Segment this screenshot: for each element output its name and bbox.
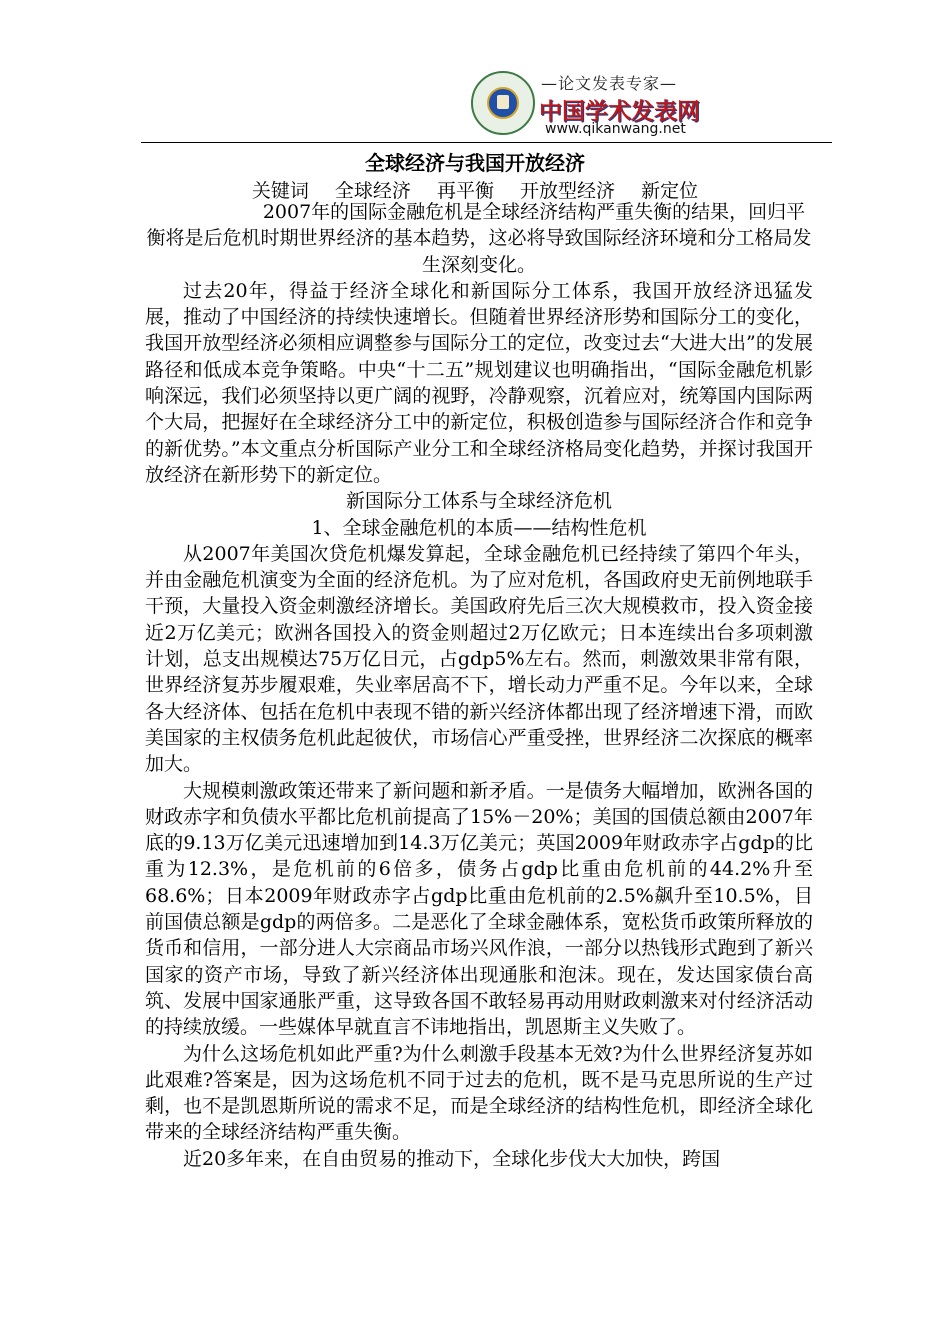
keyword: 开放型经济 — [520, 180, 616, 202]
paragraph-abstract: 2007年的国际金融危机是全球经济结构严重失衡的结果，回归平衡将是后危机时期世界经济的基本趋势，这必将导致国际经济环境和分工格局发生深刻变化。 — [146, 201, 812, 276]
document-body — [145, 199, 813, 1172]
paragraph: 过去20年，得益于经济全球化和新国际分工体系，我国开放经济迅猛发展，推动了中国经济的持续快速增长。但随着世界经济形势和国际分工的变化，我国开放型经济必须相应调整参与国际分工的定位，改变过去“大进大出”的发展路径和低成本竞争策略。中央“十二五”规划建议也明确指出，“国际金融危机影响深远，我们必须坚持以更广阔的视野，冷静观察，沉着应对，统筹国内国际两个大局，把握好在全球经济分工中的新定位，积极创造参与国际经济合作和竞争的新优势。”本文重点分析国际产业分工和全球经济格局变化趋势，并探讨我国开放经济在新形势下的新定位。 — [145, 279, 813, 486]
logo-url: www.qikanwang.net — [545, 121, 686, 137]
site-logo[interactable] — [469, 69, 699, 140]
logo-tagline: —论文发表专家— — [541, 74, 678, 93]
paragraph: 为什么这场危机如此严重?为什么刺激手段基本无效?为什么世界经济复苏如此艰难?答案是，因为这场危机不同于过去的危机，既不是马克思所说的生产过剩，也不是凯恩斯所说的需求不足，而是全球经济的结构性危机，即经济全球化带来的全球经济结构严重失衡。 — [145, 1042, 813, 1144]
document-title: 全球经济与我国开放经济 — [365, 151, 585, 175]
header-divider — [141, 142, 832, 143]
keyword: 全球经济 — [334, 180, 411, 202]
subsection-heading: 1、全球金融危机的本质——结构性危机 — [311, 516, 647, 539]
keywords-label: 关键词 — [251, 180, 309, 202]
logo-brand: 中国学术发表网 — [539, 99, 700, 125]
seal-emblem-icon — [471, 71, 535, 135]
paragraph: 从2007年美国次贷危机爆发算起，全球金融危机已经持续了第四个年头，并由金融危机演变为全面的经济危机。为了应对危机，各国政府史无前例地联手干预，大量投入资金刺激经济增长。美国政府先后三次大规模救市，投入资金接近2万亿美元；欧洲各国投入的资金则超过2万亿欧元；日本连续出台多项刺激计划，总支出规模达75万亿日元，占gdp5%左右。然而，刺激效果非常有限，世界经济复苏步履艰难，失业率居高不下，增长动力严重不足。今年以来，全球各大经济体、包括在危机中表现不错的新兴经济体都出现了经济增速下滑，而欧美国家的主权债务危机此起彼伏，市场信心严重受挫，世界经济二次探底的概率加大。 — [145, 542, 813, 776]
paragraph: 近20多年来，在自由贸易的推动下，全球化步伐大大加快，跨国 — [183, 1147, 721, 1170]
keyword: 再平衡 — [436, 180, 494, 202]
keyword: 新定位 — [641, 180, 699, 202]
section-heading: 新国际分工体系与全球经济危机 — [345, 490, 612, 513]
paragraph: 大规模刺激政策还带来了新问题和新矛盾。一是债务大幅增加，欧洲各国的财政赤字和负债水平都比危机前提高了15%－20%；美国的国债总额由2007年底的9.13万亿美元迅速增加到14.3万亿美元；英国2009年财政赤字占gdp的比重为12.3%，是危机前的6倍多，债务占gdp比重由危机前的44.2%升至68.6%；日本2009年财政赤字占gdp比重由危机前的2.5%飙升至10.5%，目前国债总额是gdp的两倍多。二是恶化了全球金融体系，宽松货币政策所释放的货币和信用，一部分进人大宗商品市场兴风作浪，一部分以热钱形式跑到了新兴国家的资产市场，导致了新兴经济体出现通胀和泡沫。现在，发达国家债台高筑、发展中国家通胀严重，这导致各国不敢轻易再动用财政刺激来对付经济活动的持续放缓。一些媒体早就直言不讳地指出，凯恩斯主义失败了。 — [145, 779, 813, 1039]
